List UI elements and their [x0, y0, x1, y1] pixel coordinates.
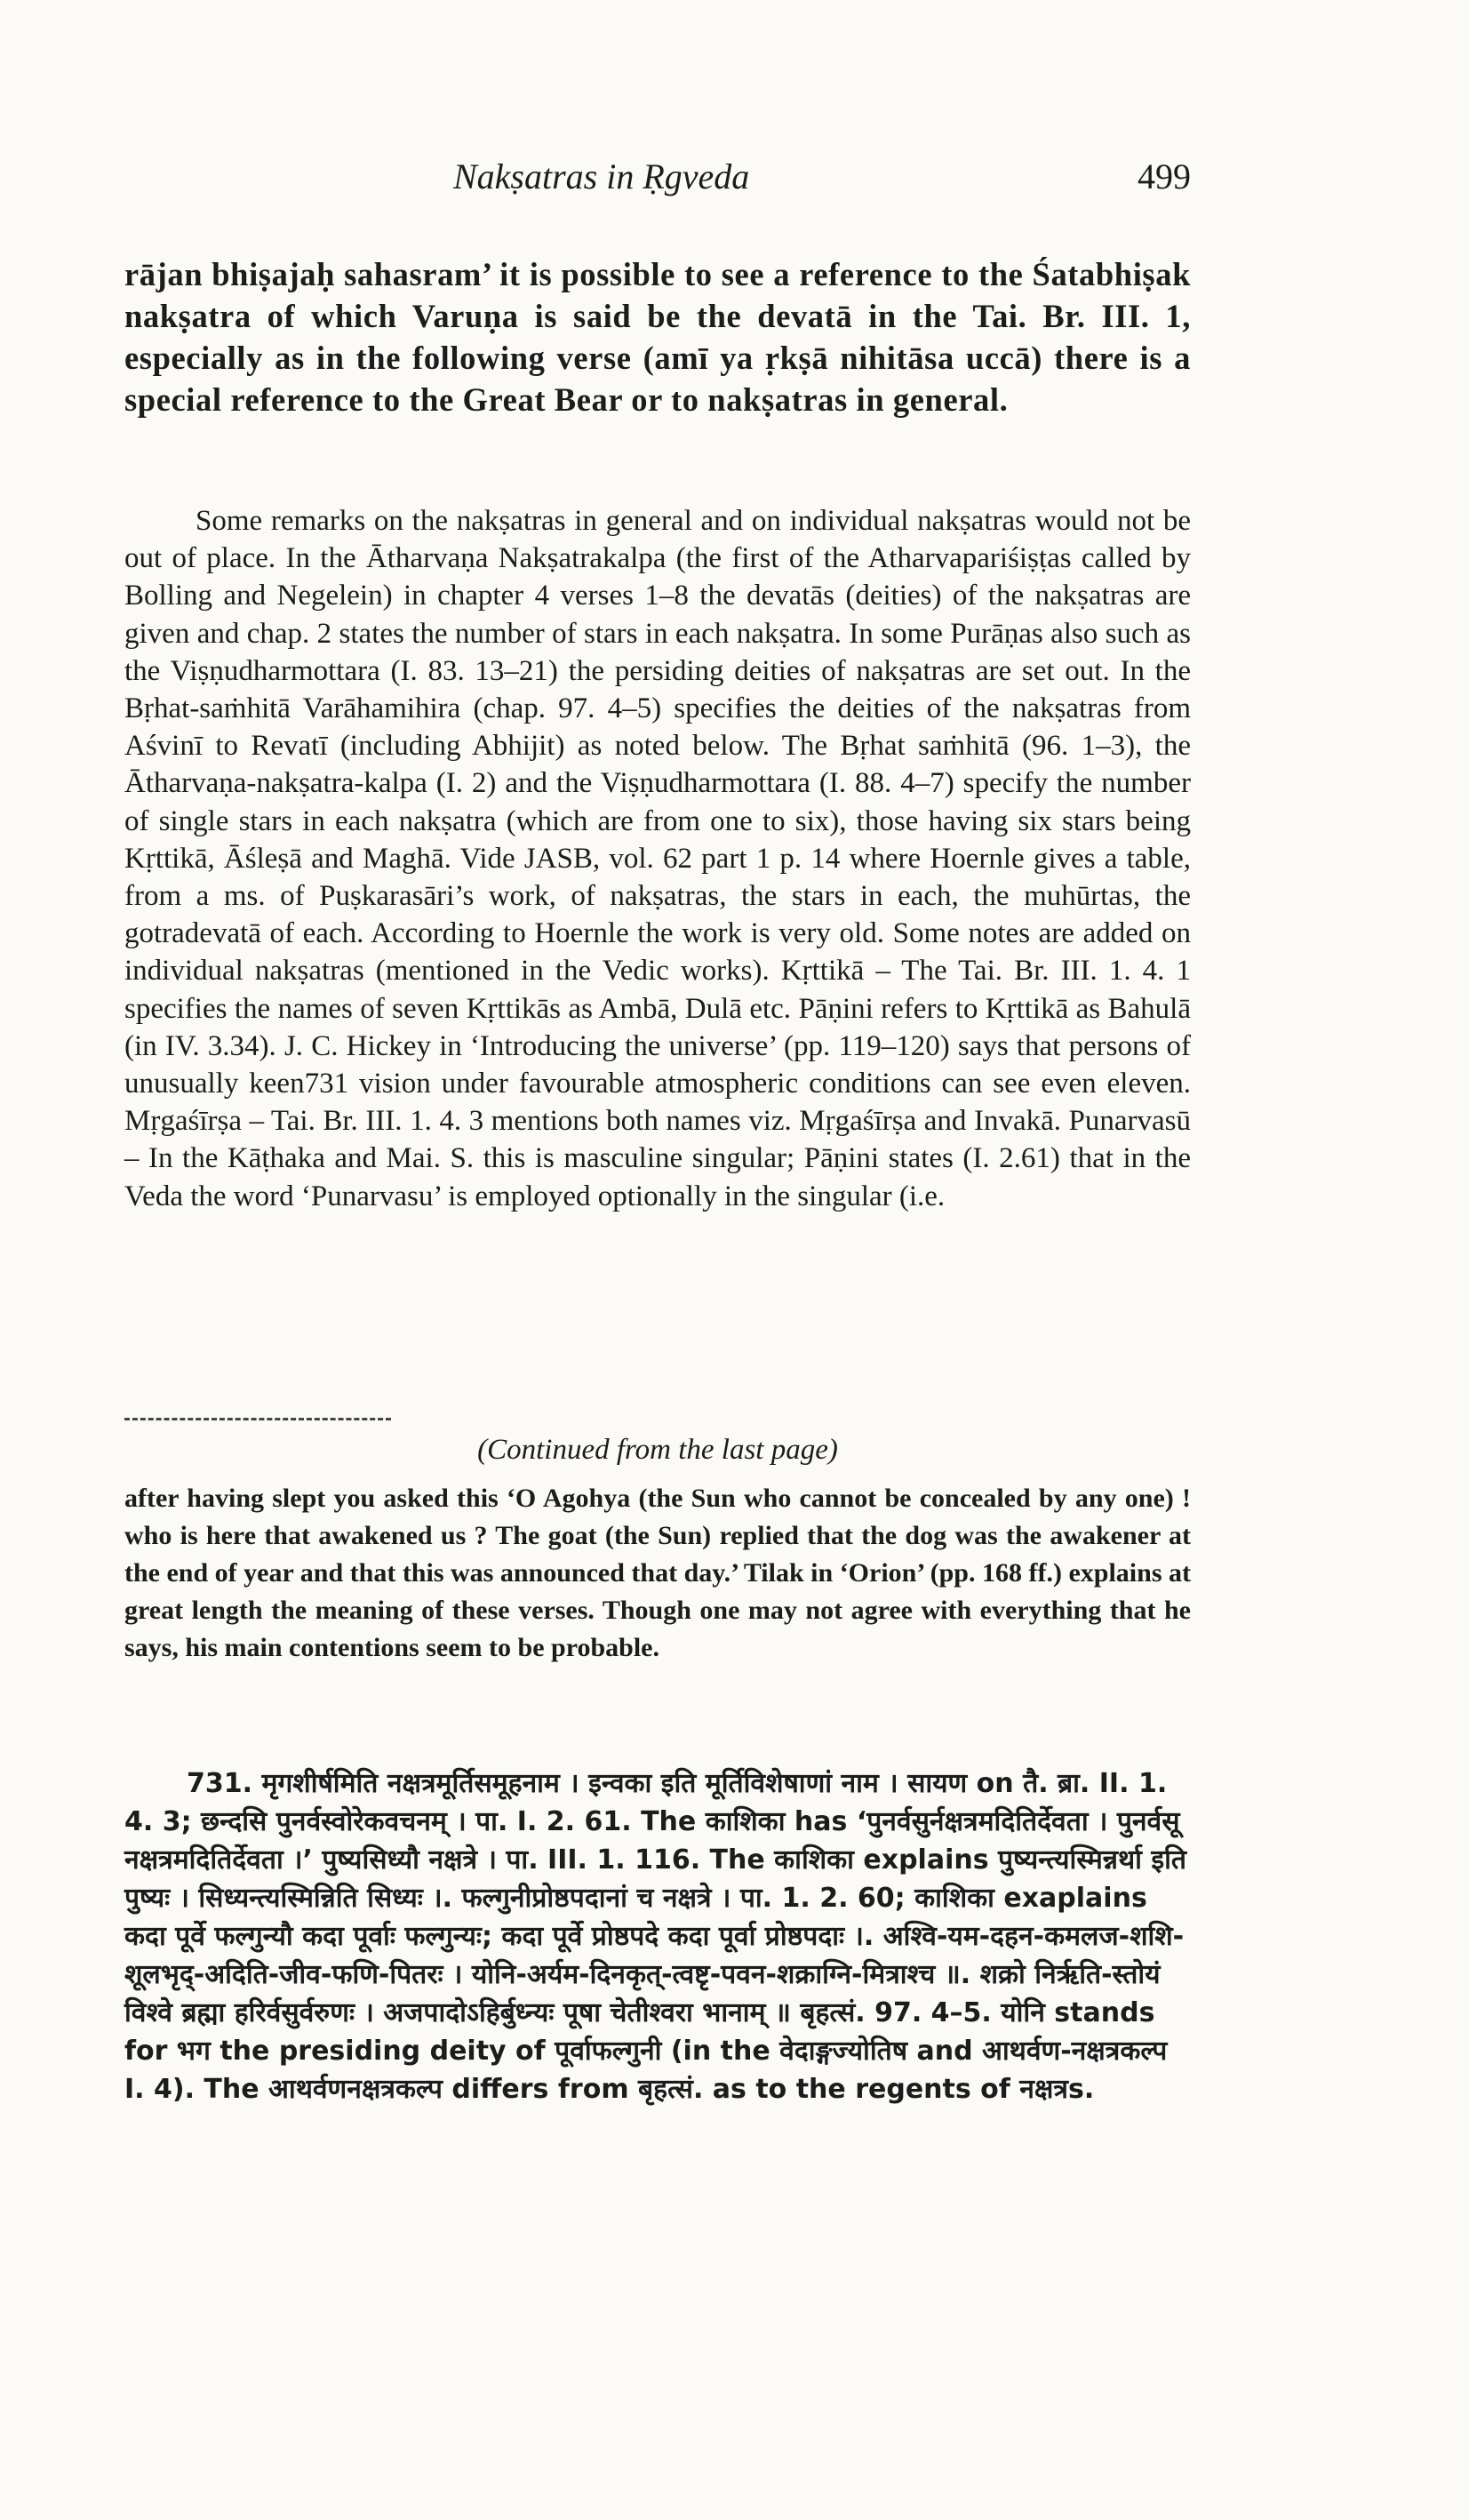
footnote-separator [124, 1418, 391, 1420]
paragraph-1 [124, 253, 1191, 420]
paragraph-2 [124, 502, 1191, 1215]
page-number: 499 [1138, 156, 1191, 196]
running-title: Nakṣatras in Ṛgveda [453, 156, 750, 196]
footnote-731 [124, 1764, 1191, 2108]
footnote-continued [124, 1480, 1191, 1667]
paragraph-2-text: Some remarks on the nakṣatras in general and on individual nakṣatras would not be out of place. In the Ātharvaṇa Nakṣatrakalpa (the first of the Atharvapariśiṣṭas called by Bolling and Negelein) in chapter 4 verses 1–8 the devatās (deities) of the nakṣatras are given and chap. 2 states the number of stars in each nakṣatra. In some Purāṇas also such as the Viṣṇudharmottara (I. 83. 13–21) the persiding deities of nakṣatras are set out. In the Bṛhat-saṁhitā Varāhamihira (chap. 97. 4–5) specifies the deities of the nakṣatras from Aśvinī to Revatī (including Abhijit) as noted below. The Bṛhat saṁhitā (96. 1–3), the Ātharvaṇa-nakṣatra-kalpa (I. 2) and the Viṣṇudharmottara (I. 88. 4–7) specify the number of single stars in each nakṣatra (which are from one to six), those having six stars being Kṛttikā, Āśleṣā and Maghā. Vide JASB, vol. 62 part 1 p. 14 where Hoernle gives a table, from a ms. of Puṣkarasāri’s work, of nakṣatras, the stars in each, the muhūrtas, the gotradevatā of each. According to Hoernle the work is very old. Some notes are added on individual nakṣatras (mentioned in the Vedic works). Kṛttikā – The Tai. Br. III. 1. 4. 1 specifies the names of seven Kṛttikās as Ambā, Dulā etc. Pāṇini refers to Kṛttikā as Bahulā (in IV. 3.34). J. C. Hickey in ‘Introducing the universe’ (pp. 119–120) says that persons of unusually keen731 vision under favourable atmospheric conditions can see even eleven. Mṛgaśīrṣa – Tai. Br. III. 1. 4. 3 mentions both names viz. Mṛgaśīrṣa and Invakā. Punarvasū – In the Kāṭhaka and Mai. S. this is masculine singular; Pāṇini states (I. 2.61) that in the Veda the word ‘Punarvasu’ is employed optionally in the singular (i.e. [124, 505, 1191, 1212]
page-header [124, 156, 1191, 209]
paragraph-1-text: rājan bhiṣajaḥ sahasram’ it is possible to see a reference to the Śatabhiṣak nakṣatra of which Varuṇa is said be the devatā in the Tai. Br. III. 1, especially as in the following verse (amī ya ṛkṣā nihitāsa uccā) there is a special reference to the Great Bear or to nakṣatras in general. [124, 256, 1191, 418]
footnote-731-text: 731. मृगशीर्षमिति नक्षत्रमूर्तिसमूहनाम । इन्वका इति मूर्तिविशेषाणां नाम । सायण on तै. ब्रा. II. 1. 4. 3; छन्दसि पुनर्वस्वोरेकवचनम् । पा. I. 2. 61. The काशिका has ‘पुनर्वसुर्नक्षत्रमदितिर्देवता । पुनर्वसू नक्षत्रमदितिर्देवता ।’ पुष्यसिध्यौ नक्षत्रे । पा. III. 1. 116. The काशिका explains पुष्यन्त्यस्मिन्नर्था इति पुष्यः । सिध्यन्त्यस्मिन्निति सिध्यः ।. फल्गुनीप्रोष्ठपदानां च नक्षत्रे । पा. 1. 2. 60; काशिका exaplains कदा पूर्वे फल्गुन्यौ कदा पूर्वाः फल्गुन्यः; कदा पूर्वे प्रोष्ठपदे कदा पूर्वा प्रोष्ठपदाः ।. अश्वि-यम-दहन-कमलज-शशि-शूलभृद्-अदिति-जीव-फणि-पितरः । योनि-अर्यम-दिनकृत्-त्वष्टृ-पवन-शक्राग्नि-मित्राश्च ॥. शक्रो निर्ऋति-स्तोयं विश्वे ब्रह्मा हरिर्वसुर्वरुणः । अजपादोऽहिर्बुध्न्यः पूषा चेतीश्वरा भानाम् ॥ बृहत्सं. 97. 4–5. योनि stands for भग the presiding deity of पूर्वाफल्गुनी (in the वेदाङ्गज्योतिष and आथर्वण-नक्षत्रकल्प I. 4). The आथर्वणनक्षत्रकल्प differs from बृहत्सं. as to the regents of नक्षत्रs. [124, 1768, 1186, 2105]
continued-note: (Continued from the last page) [477, 1434, 838, 1466]
footnote-continued-text: after having slept you asked this ‘O Agohya (the Sun who cannot be concealed by any one) ! who is here that awakened us ? The goat (the Sun) replied that the dog was the awakener at the end of year and that this was announced that day.’ Tilak in ‘Orion’ (pp. 168 ff.) explains at great length the meaning of these verses. Though one may not agree with everything that he says, his main contentions seem to be probable. [124, 1484, 1191, 1662]
